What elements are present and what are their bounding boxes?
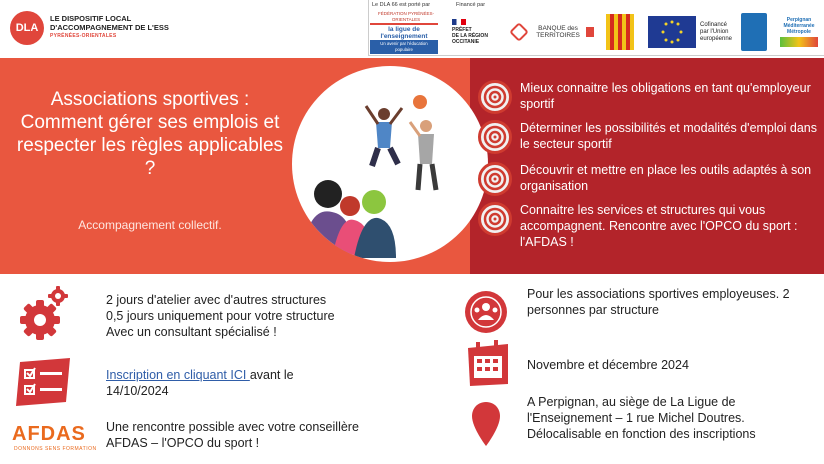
target-icon [478,202,512,236]
location-line3: Délocalisable en fonction des inscriptions [527,427,756,441]
perpignan-line3: Métropole [787,29,811,35]
location-line2: l'Enseignement – 1 rue Michel Doutres. [527,411,745,425]
format-line2: 0,5 jours uniquement pour votre structure [106,309,335,323]
target-icon [478,80,512,114]
eu-line3: européenne [699,35,733,42]
format-line3: Avec un consultant spécialisé ! [106,325,277,339]
catalan-flag-icon [606,14,634,50]
objective-4 [478,202,818,250]
dates-info: Novembre et décembre 2024 [527,358,689,372]
banner-title: Associations sportives : Comment gérer ses emplois et respecter les règles applicables ? [16,89,284,179]
registration-link[interactable]: Inscription en cliquant ICI [106,368,250,382]
banner [0,58,824,274]
region-logo [604,12,636,52]
header [0,0,824,58]
objective-text: Mieux connaitre les obligations en tant qu'employeur sportif [520,81,811,111]
objective-2 [478,120,818,154]
objective-text: Connaitre les services et structures qui vous accompagnent. Rencontre avec l'OPCO du sport : l'AFDAS ! [520,203,798,249]
eu-flag-icon [648,16,696,48]
banner-subtitle: Accompagnement collectif. [78,218,222,232]
objective-text: Déterminer les possibilités et modalités d'emploi dans le secteur sportif [520,121,817,151]
caf-icon [741,13,767,51]
ligue-tagline: Un avenir par l'éducation populaire [370,40,438,54]
dla-title-line1: LE DISPOSITIF LOCAL [50,14,132,23]
banque-territoires-logo [510,12,596,52]
funded-by-label: Financé par [456,2,486,8]
location-line1: A Perpignan, au siège de La Ligue de [527,395,736,409]
calendar-icon [464,340,512,388]
eu-line2: par l'Union [699,28,729,35]
perpignan-mark-icon [780,37,818,47]
ligue-line1: FÉDÉRATION PYRÉNÉES-ORIENTALES [378,10,434,22]
prefet-line1: PRÉFET [452,27,472,33]
illustration-circle [292,66,488,262]
afdas-logo: AFDAS [12,423,86,445]
sports-players-illustration [292,66,488,262]
location-info [527,394,817,442]
dla-title-line2: D'ACCOMPAGNEMENT DE L'ESS [50,23,169,32]
eu-text [700,22,732,43]
caf-logo [740,12,768,52]
carried-by-label: Le DLA 66 est porté par [372,2,431,8]
objective-3 [478,162,818,196]
gears-icon [16,284,72,344]
eu-logo [644,12,736,52]
eu-line1: Cofinancé [699,21,728,28]
checklist-icon [16,358,74,406]
dla-logo [10,11,44,45]
format-info [106,292,406,340]
perpignan-line1: Perpignan [786,17,812,23]
target-icon [478,120,512,154]
perpignan-logo [776,12,822,52]
afdas-tagline: DONNONS SENS FORMATION [14,446,97,452]
location-pin-icon [470,400,502,448]
french-flag-icon [452,19,466,25]
objective-text: Découvrir et mettre en place les outils adaptés à son organisation [520,163,812,193]
dla-title [50,14,190,41]
dla-subtitle: PYRÉNÉES-ORIENTALES [50,33,117,39]
ligue-name: la ligue de l'enseignement [370,23,438,40]
prefet-line3: OCCITANIE [452,39,480,45]
prefet-logo [452,12,500,52]
registration-date: 14/10/2024 [106,384,169,398]
registration-rest: avant le [249,368,294,382]
audience-info: Pour les associations sportives employeuses. 2 personnes par structure [527,287,790,317]
target-icon [478,162,512,196]
group-people-icon [464,290,508,334]
format-line1: 2 jours d'atelier avec d'autres structures [106,293,327,307]
afdas-info: Une rencontre possible avec votre conseillère AFDAS – l'OPCO du sport ! [106,420,359,450]
prefet-line2: DE LA RÉGION [452,33,488,39]
banque-icon [509,22,529,42]
perpignan-line2: Méditerranée [783,23,815,29]
objective-1 [478,80,818,114]
banque-name: BANQUE des TERRITOIRES [536,25,580,39]
dla-logo-letters: DLA [15,22,39,34]
banque-mark-icon [586,27,594,37]
registration-info [106,367,346,399]
ligue-logo [370,12,442,52]
